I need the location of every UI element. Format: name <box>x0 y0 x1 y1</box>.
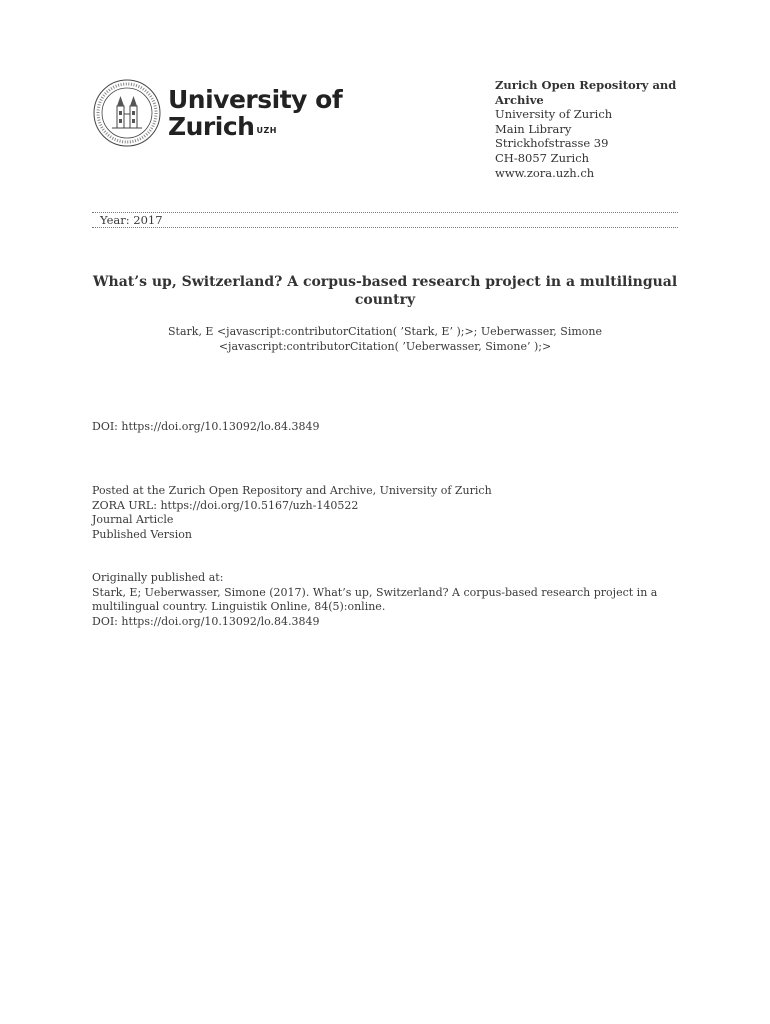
wordmark-line1: University of <box>168 85 343 114</box>
wordmark-line2 <box>168 113 342 140</box>
paper-title <box>92 273 678 309</box>
posted-line: Journal Article <box>92 513 174 527</box>
repository-title-line2: Archive <box>495 92 544 107</box>
repository-url[interactable]: www.zora.uzh.ch <box>495 165 595 180</box>
university-wordmark <box>168 86 342 140</box>
university-seal-icon <box>92 78 162 148</box>
year-bar <box>92 212 678 228</box>
citation-line1: Stark, E; Ueberwasser, Simone (2017). What’s up, Switzerland? A corpus-based research project in a <box>92 585 658 599</box>
authors-line1: Stark, E <javascript:contributorCitation( ’Stark, E’ );>; Ueberwasser, Simone <box>168 325 602 338</box>
wordmark-zurich: Zurich <box>168 112 255 141</box>
year-label: Year: 2017 <box>100 213 163 227</box>
posted-line: Posted at the Zurich Open Repository and Archive, University of Zurich <box>92 484 492 497</box>
repository-address <box>495 78 695 180</box>
original-doi-link[interactable]: DOI: https://doi.org/10.13092/lo.84.3849 <box>92 614 320 628</box>
original-heading: Originally published at: <box>92 571 224 584</box>
repository-title-line1: Zurich Open Repository and <box>495 78 677 92</box>
address-line: University of Zurich <box>495 107 613 122</box>
university-logo <box>92 78 343 158</box>
address-line: Strickhofstrasse 39 <box>495 136 609 151</box>
doi-link[interactable]: DOI: https://doi.org/10.13092/lo.84.3849 <box>92 420 320 433</box>
address-line: Main Library <box>495 121 572 136</box>
address-line: CH-8057 Zurich <box>495 150 590 165</box>
posted-line: Published Version <box>92 527 192 541</box>
authors <box>92 324 678 354</box>
authors-line2: <javascript:contributorCitation( ’Ueberwasser, Simone’ );> <box>218 340 552 353</box>
posted-info <box>92 484 682 542</box>
doi <box>92 420 682 435</box>
original-publication <box>92 571 682 629</box>
wordmark-superscript: UZH <box>256 126 277 135</box>
paper-title-line2: country <box>354 292 416 308</box>
citation-line2: multilingual country. Linguistik Online, 84(5):online. <box>92 600 386 614</box>
zora-url[interactable]: ZORA URL: https://doi.org/10.5167/uzh-140522 <box>92 498 359 512</box>
paper-title-line1: What’s up, Switzerland? A corpus-based research project in a multilingual <box>92 274 678 290</box>
